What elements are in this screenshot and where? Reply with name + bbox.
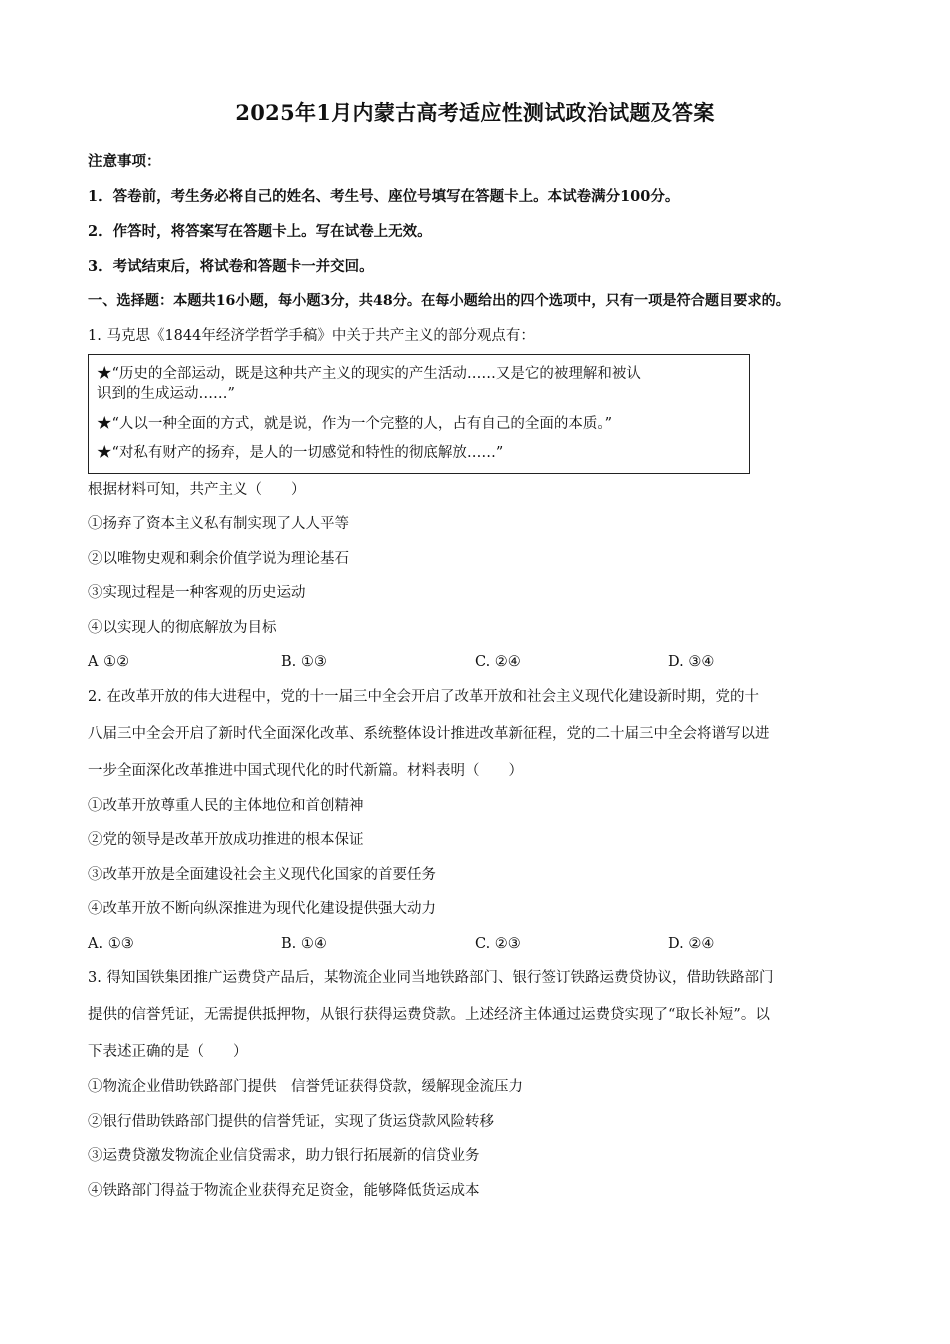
- q2-stem-line: 一步全面深化改革推进中国式现代化的时代新篇。材料表明（ ）: [88, 763, 523, 779]
- q2-item: ②党的领导是改革开放成功推进的根本保证: [88, 832, 364, 848]
- notice-item: 2．作答时，将答案写在答题卡上。写在试卷上无效。: [88, 223, 432, 240]
- q1-option-b: B. ①③: [281, 654, 327, 670]
- q1-item: ③实现过程是一种客观的历史运动: [88, 585, 306, 601]
- q1-stem: 1. 马克思《1844年经济学哲学手稿》中关于共产主义的部分观点有：: [88, 328, 535, 344]
- q1-material-line: ★“人以一种全面的方式，就是说，作为一个完整的人，占有自己的全面的本质。”: [97, 416, 613, 432]
- q1-option-d: D. ③④: [668, 654, 715, 670]
- q1-material-line: 识到的生成运动……”: [97, 386, 235, 402]
- q1-material-line: ★“对私有财产的扬弃，是人的一切感觉和特性的彻底解放……”: [97, 445, 504, 461]
- q1-material-line: ★“历史的全部运动，既是这种共产主义的现实的产生活动……又是它的被理解和被认: [97, 366, 641, 382]
- page-title: 2025年1月内蒙古高考适应性测试政治试题及答案: [235, 100, 715, 125]
- notice-heading: 注意事项：: [88, 153, 161, 170]
- q3-stem-line: 下表述正确的是（ ）: [88, 1044, 248, 1060]
- q1-prompt: 根据材料可知，共产主义（ ）: [88, 482, 306, 498]
- q2-option-c: C. ②③: [475, 936, 521, 952]
- q3-stem-line: 提供的信誉凭证，无需提供抵押物，从银行获得运费贷款。上述经济主体通过运费贷实现了“取长补短”。以: [88, 1007, 770, 1023]
- q3-item: ①物流企业借助铁路部门提供 信誉凭证获得贷款，缓解现金流压力: [88, 1079, 523, 1095]
- q1-item: ④以实现人的彻底解放为目标: [88, 620, 277, 636]
- q2-stem-line: 2. 在改革开放的伟大进程中，党的十一届三中全会开启了改革开放和社会主义现代化建设新时期，党的十: [88, 689, 759, 705]
- q1-item: ②以唯物史观和剩余价值学说为理论基石: [88, 551, 349, 567]
- q2-item: ③改革开放是全面建设社会主义现代化国家的首要任务: [88, 867, 436, 883]
- q3-item: ③运费贷激发物流企业信贷需求，助力银行拓展新的信贷业务: [88, 1148, 480, 1164]
- notice-item: 3．考试结束后，将试卷和答题卡一并交回。: [88, 258, 374, 275]
- notice-item: 1．答卷前，考生务必将自己的姓名、考生号、座位号填写在答题卡上。本试卷满分100分。: [88, 188, 680, 205]
- q2-option-d: D. ②④: [668, 936, 715, 952]
- q2-item: ①改革开放尊重人民的主体地位和首创精神: [88, 798, 364, 814]
- q1-material-box: [88, 354, 750, 474]
- q1-option-c: C. ②④: [475, 654, 521, 670]
- q2-option-a: A. ①③: [88, 936, 134, 952]
- q3-item: ④铁路部门得益于物流企业获得充足资金，能够降低货运成本: [88, 1183, 480, 1199]
- q2-option-b: B. ①④: [281, 936, 327, 952]
- q3-stem-line: 3. 得知国铁集团推广运费贷产品后，某物流企业同当地铁路部门、银行签订铁路运费贷协议，借助铁路部门: [88, 970, 774, 986]
- q3-item: ②银行借助铁路部门提供的信誉凭证，实现了货运贷款风险转移: [88, 1114, 494, 1130]
- q2-stem-line: 八届三中全会开启了新时代全面深化改革、系统整体设计推进改革新征程，党的二十届三中全会将谱写以进: [88, 726, 770, 742]
- section-heading: 一、选择题：本题共16小题，每小题3分，共48分。在每小题给出的四个选项中，只有一项是符合题目要求的。: [88, 293, 790, 309]
- q1-item: ①扬弃了资本主义私有制实现了人人平等: [88, 516, 349, 532]
- q1-option-a: A ①②: [88, 654, 130, 670]
- q2-item: ④改革开放不断向纵深推进为现代化建设提供强大动力: [88, 901, 436, 917]
